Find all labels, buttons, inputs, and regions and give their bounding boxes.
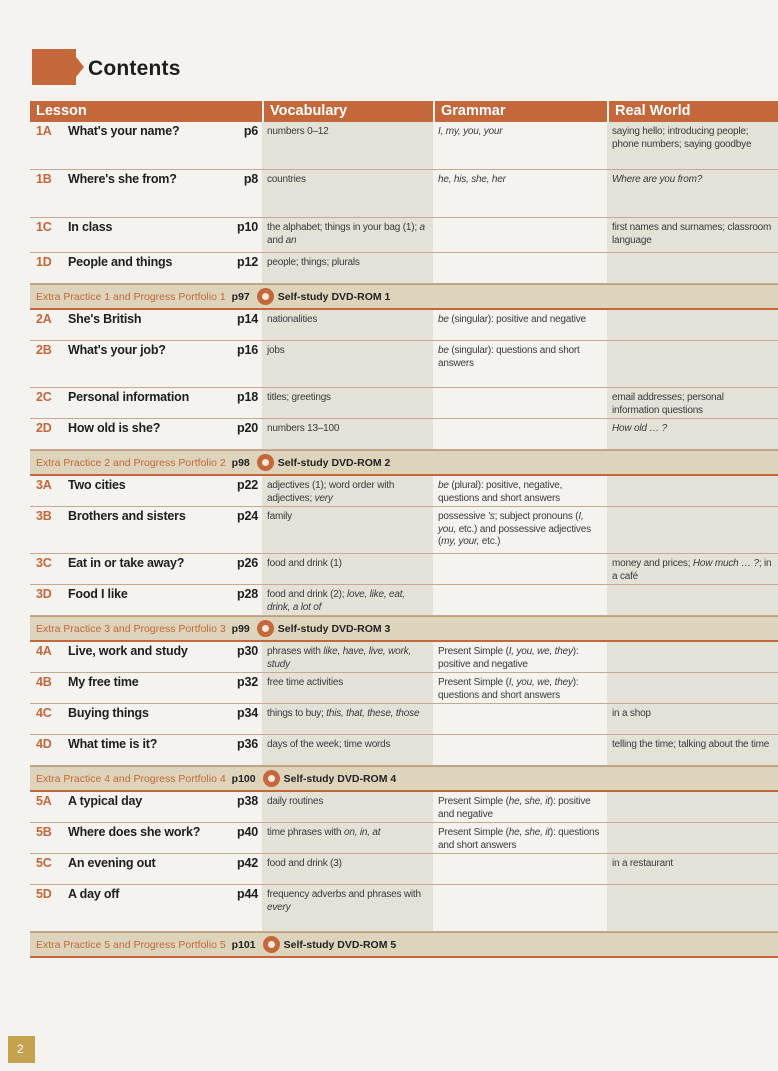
contents-table (30, 101, 778, 958)
extra-practice-text: Extra Practice 4 and Progress Portfolio 4 (36, 772, 226, 785)
lesson-page: p10 (237, 220, 258, 234)
table-row (30, 218, 778, 253)
lesson-code: 3B (36, 509, 52, 523)
real-world-cell: in a restaurant (612, 858, 673, 869)
lesson-code: 1B (36, 172, 52, 186)
real-world-cell (607, 885, 778, 931)
vocabulary-cell: food and drink (1) (267, 558, 342, 569)
lesson-code: 3D (36, 587, 52, 601)
extra-practice-bar (30, 766, 778, 792)
vocabulary-cell: food and drink (2); love, like, eat, drink, a lot of (267, 589, 405, 613)
lesson-cell (30, 170, 262, 217)
real-world-cell (607, 310, 778, 340)
lesson-page: p8 (243, 172, 258, 186)
lesson-title: My free time (68, 675, 139, 689)
real-world-cell (607, 476, 778, 506)
header-lesson: Lesson (36, 103, 87, 119)
lesson-code: 1A (36, 124, 52, 138)
lesson-cell (30, 122, 262, 169)
extra-practice-page: p101 (231, 938, 256, 951)
lesson-title: Personal information (68, 390, 190, 404)
lesson-code: 2A (36, 312, 52, 326)
lesson-page: p14 (237, 312, 258, 326)
page-title: Contents (88, 57, 181, 80)
table-row (30, 122, 778, 170)
dvd-disc-icon (257, 288, 274, 305)
vocabulary-cell: food and drink (3) (267, 858, 342, 869)
table-header (30, 101, 778, 122)
page-number: 2 (8, 1036, 35, 1063)
extra-practice-text: Extra Practice 3 and Progress Portfolio 3 (36, 622, 226, 635)
lesson-code: 2D (36, 421, 52, 435)
table-row (30, 310, 778, 341)
lesson-title: Live, work and study (68, 644, 188, 658)
real-world-cell: saying hello; introducing people; phone numbers; saying goodbye (612, 126, 752, 150)
real-world-cell (607, 253, 778, 283)
lesson-cell (30, 476, 262, 506)
lesson-cell (30, 310, 262, 340)
vocabulary-cell: titles; greetings (267, 392, 331, 403)
lesson-page: p36 (237, 737, 258, 751)
lesson-code: 1D (36, 255, 52, 269)
lesson-page: p26 (237, 556, 258, 570)
lesson-page: p20 (237, 421, 258, 435)
lesson-code: 4D (36, 737, 52, 751)
real-world-cell (607, 585, 778, 615)
table-row (30, 642, 778, 673)
lesson-page: p22 (237, 478, 258, 492)
lesson-title: What time is it? (68, 737, 158, 751)
header-vocabulary: Vocabulary (262, 101, 433, 122)
dvd-label: Self-study DVD-ROM 2 (277, 456, 391, 469)
dvd-label: Self-study DVD-ROM 4 (283, 772, 397, 785)
grammar-cell: Present Simple (I, you, we, they): positive and negative (438, 646, 579, 670)
table-row (30, 507, 778, 554)
lesson-page: p32 (237, 675, 258, 689)
lesson-title: How old is she? (68, 421, 161, 435)
vocabulary-cell: frequency adverbs and phrases with every (267, 889, 421, 913)
table-row (30, 253, 778, 284)
lesson-code: 4A (36, 644, 52, 658)
real-world-cell (607, 642, 778, 672)
lesson-code: 5D (36, 887, 52, 901)
grammar-cell: Present Simple (he, she, it): questions and short answers (438, 827, 600, 851)
lesson-page: p38 (237, 794, 258, 808)
lesson-code: 5B (36, 825, 52, 839)
extra-practice-bar (30, 932, 778, 958)
grammar-cell: I, my, you, your (438, 126, 503, 137)
real-world-cell: money and prices; How much … ?; in a café (612, 558, 772, 582)
grammar-cell: he, his, she, her (438, 174, 506, 185)
lesson-cell (30, 642, 262, 672)
real-world-cell: in a shop (612, 708, 651, 719)
vocabulary-cell: free time activities (267, 677, 344, 688)
table-row (30, 792, 778, 823)
title-marker (32, 49, 76, 85)
lesson-page: p18 (237, 390, 258, 404)
grammar-cell (433, 885, 607, 931)
lesson-page: p40 (237, 825, 258, 839)
grammar-cell: be (singular): questions and short answers (438, 345, 580, 369)
grammar-cell (433, 218, 607, 252)
dvd-disc-icon (263, 770, 280, 787)
vocabulary-cell: family (267, 511, 292, 522)
lesson-code: 4C (36, 706, 52, 720)
lesson-title: Food I like (68, 587, 128, 601)
table-row (30, 341, 778, 388)
lesson-cell (30, 823, 262, 853)
vocabulary-cell: days of the week; time words (267, 739, 391, 750)
lesson-title: In class (68, 220, 113, 234)
lesson-cell (30, 419, 262, 449)
lesson-title: Two cities (68, 478, 126, 492)
lesson-cell (30, 792, 262, 822)
lesson-code: 2C (36, 390, 52, 404)
grammar-cell: Present Simple (I, you, we, they): questions and short answers (438, 677, 579, 701)
real-world-cell (607, 341, 778, 387)
extra-practice-page: p97 (231, 290, 250, 303)
grammar-cell (433, 554, 607, 584)
table-row (30, 735, 778, 766)
dvd-disc-icon (257, 454, 274, 471)
real-world-cell: first names and surnames; classroom language (612, 222, 772, 246)
table-row (30, 170, 778, 218)
grammar-cell (433, 704, 607, 734)
title-arrow (76, 57, 84, 77)
grammar-cell (433, 585, 607, 615)
real-world-cell (607, 792, 778, 822)
lesson-title: Where does she work? (68, 825, 201, 839)
lesson-cell (30, 704, 262, 734)
vocabulary-cell: numbers 0–12 (267, 126, 329, 137)
lesson-cell (30, 341, 262, 387)
grammar-cell (433, 854, 607, 884)
lesson-page: p44 (237, 887, 258, 901)
lesson-page: p34 (237, 706, 258, 720)
extra-practice-text: Extra Practice 1 and Progress Portfolio 1 (36, 290, 226, 303)
extra-practice-text: Extra Practice 5 and Progress Portfolio 5 (36, 938, 226, 951)
lesson-cell (30, 218, 262, 252)
header-real-world: Real World (607, 101, 778, 122)
vocabulary-cell: people; things; plurals (267, 257, 360, 268)
lesson-page: p30 (237, 644, 258, 658)
lesson-page: p28 (237, 587, 258, 601)
extra-practice-bar (30, 450, 778, 476)
lesson-page: p12 (237, 255, 258, 269)
lesson-title: Eat in or take away? (68, 556, 185, 570)
header-grammar: Grammar (433, 101, 607, 122)
lesson-title: A day off (68, 887, 120, 901)
lesson-title: A typical day (68, 794, 143, 808)
lesson-title: Where's she from? (68, 172, 177, 186)
lesson-code: 5A (36, 794, 52, 808)
table-row (30, 388, 778, 419)
extra-practice-text: Extra Practice 2 and Progress Portfolio 2 (36, 456, 226, 469)
vocabulary-cell: nationalities (267, 314, 318, 325)
grammar-cell: be (singular): positive and negative (438, 314, 586, 325)
extra-practice-bar (30, 284, 778, 310)
grammar-cell: Present Simple (he, she, it): positive and negative (438, 796, 591, 820)
real-world-cell: telling the time; talking about the time (612, 739, 770, 750)
real-world-cell: Where are you from? (612, 174, 703, 185)
lesson-title: What's your job? (68, 343, 166, 357)
grammar-cell (433, 388, 607, 418)
table-row (30, 585, 778, 616)
lesson-code: 2B (36, 343, 52, 357)
lesson-cell (30, 854, 262, 884)
lesson-cell (30, 885, 262, 931)
lesson-page: p42 (237, 856, 258, 870)
table-row (30, 419, 778, 450)
vocabulary-cell: jobs (267, 345, 285, 356)
lesson-code: 3A (36, 478, 52, 492)
lesson-code: 4B (36, 675, 52, 689)
lesson-title: Buying things (68, 706, 149, 720)
table-row (30, 854, 778, 885)
lesson-cell (30, 735, 262, 765)
dvd-label: Self-study DVD-ROM 3 (277, 622, 391, 635)
lesson-code: 5C (36, 856, 52, 870)
real-world-cell: How old … ? (612, 423, 668, 434)
dvd-disc-icon (263, 936, 280, 953)
vocabulary-cell: things to buy; this, that, these, those (267, 708, 420, 719)
lesson-cell (30, 554, 262, 584)
grammar-cell: possessive 's; subject pronouns (I, you, etc.) and possessive adjectives (my, your, etc.) (438, 511, 591, 547)
grammar-cell (433, 419, 607, 449)
extra-practice-page: p100 (231, 772, 256, 785)
lesson-title: Brothers and sisters (68, 509, 186, 523)
lesson-code: 1C (36, 220, 52, 234)
real-world-cell (607, 507, 778, 553)
grammar-cell: be (plural): positive, negative, questions and short answers (438, 480, 563, 504)
lesson-cell (30, 253, 262, 283)
vocabulary-cell: daily routines (267, 796, 324, 807)
table-row (30, 885, 778, 932)
extra-practice-bar (30, 616, 778, 642)
extra-practice-page: p98 (231, 456, 250, 469)
table-row (30, 476, 778, 507)
real-world-cell (607, 823, 778, 853)
lesson-cell (30, 507, 262, 553)
lesson-code: 3C (36, 556, 52, 570)
extra-practice-page: p99 (231, 622, 250, 635)
real-world-cell: email addresses; personal information questions (612, 392, 724, 416)
lesson-cell (30, 673, 262, 703)
lesson-title: People and things (68, 255, 173, 269)
table-row (30, 554, 778, 585)
vocabulary-cell: adjectives (1); word order with adjectives; very (267, 480, 395, 504)
lesson-title: She's British (68, 312, 142, 326)
vocabulary-cell: numbers 13–100 (267, 423, 340, 434)
table-row (30, 823, 778, 854)
grammar-cell (433, 253, 607, 283)
lesson-page: p24 (237, 509, 258, 523)
grammar-cell (433, 735, 607, 765)
dvd-disc-icon (257, 620, 274, 637)
table-row (30, 704, 778, 735)
vocabulary-cell: time phrases with on, in, at (267, 827, 381, 838)
dvd-label: Self-study DVD-ROM 1 (277, 290, 391, 303)
real-world-cell (607, 673, 778, 703)
lesson-title: An evening out (68, 856, 156, 870)
vocabulary-cell: the alphabet; things in your bag (1); a and an (267, 222, 425, 246)
vocabulary-cell: phrases with like, have, live, work, study (267, 646, 411, 670)
lesson-cell (30, 388, 262, 418)
vocabulary-cell: countries (267, 174, 306, 185)
dvd-label: Self-study DVD-ROM 5 (283, 938, 397, 951)
lesson-page: p16 (237, 343, 258, 357)
lesson-page: p6 (243, 124, 258, 138)
table-row (30, 673, 778, 704)
lesson-cell (30, 585, 262, 615)
lesson-title: What's your name? (68, 124, 180, 138)
